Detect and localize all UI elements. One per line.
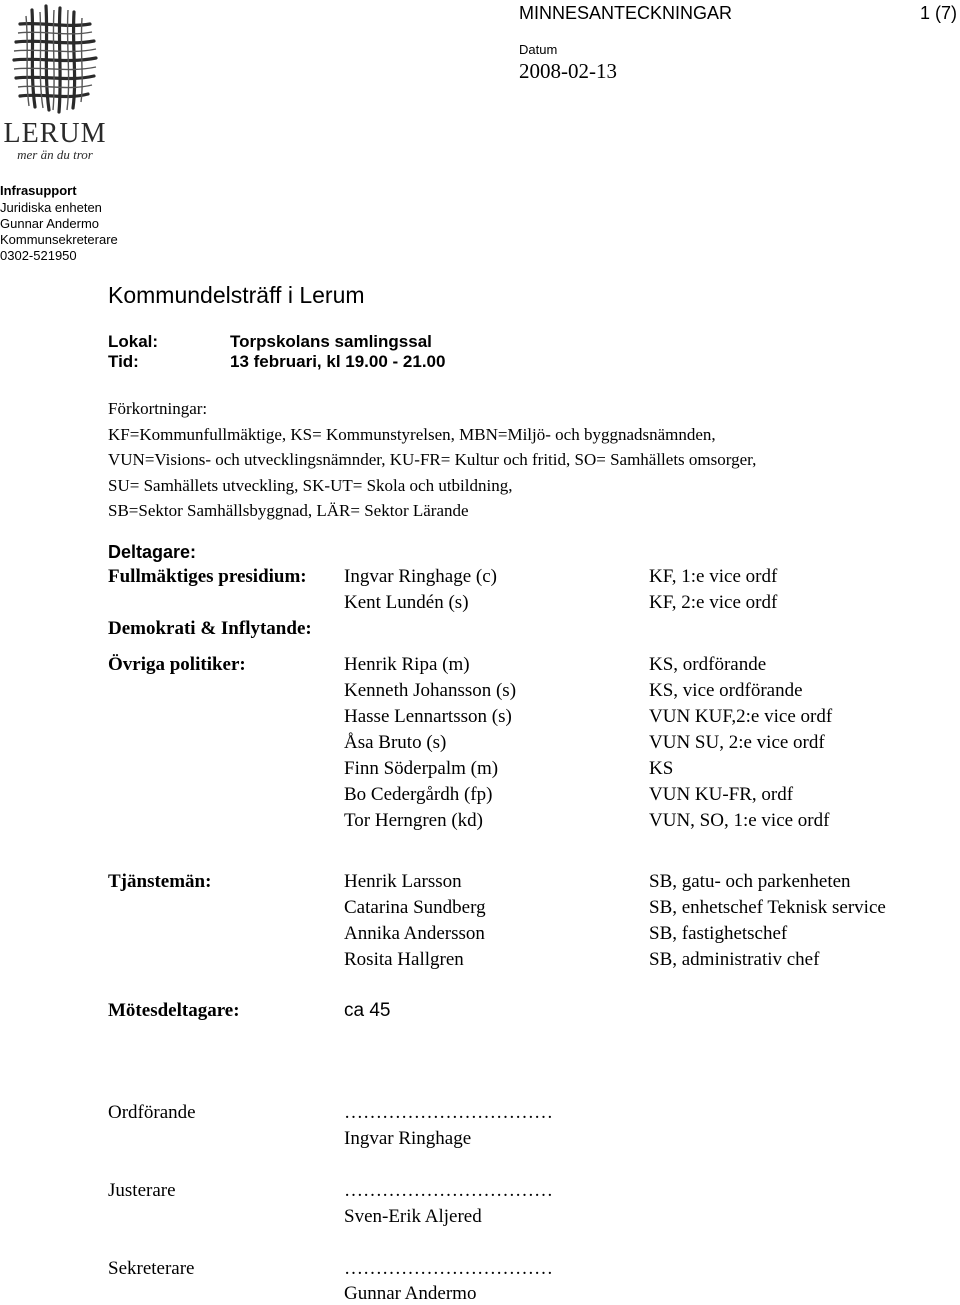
document-type: MINNESANTECKNINGAR (519, 3, 733, 23)
signature-line: …………………………… (344, 1102, 553, 1123)
page-number: 1 (7) (920, 3, 958, 23)
lerum-logo (2, 2, 108, 162)
participant-role: KF, 2:e vice ordf (649, 592, 778, 613)
woven-grid-emblem (2, 2, 108, 162)
participant-role: KS, vice ordförande (649, 680, 803, 701)
time-value: 13 februari, kl 19.00 - 21.00 (230, 352, 446, 371)
participant-name: Tor Herngren (kd) (344, 810, 484, 831)
abbreviations-line: SU= Samhällets utveckling, SK-UT= Skola och utbildning, (108, 475, 513, 495)
participant-role: SB, enhetschef Teknisk service (649, 897, 886, 918)
sender-department: Infrasupport (0, 183, 77, 198)
attendees-value: ca 45 (344, 1000, 391, 1021)
abbreviations-line: VUN=Visions- och utvecklingsnämnder, KU-FR= Kultur och fritid, SO= Samhällets omsorger, (108, 450, 757, 470)
presidium-label: Fullmäktiges presidium: (108, 566, 307, 587)
participant-name: Rosita Hallgren (344, 949, 464, 970)
sender-phone: 0302-521950 (0, 248, 77, 263)
abbreviations-block (108, 396, 756, 524)
sender-unit: Juridiska enheten (0, 200, 102, 215)
sender-role: Kommunsekreterare (0, 232, 118, 247)
participant-role: VUN, SO, 1:e vice ordf (649, 810, 830, 831)
participant-name: Henrik Larsson (344, 871, 462, 892)
signature-line: …………………………… (344, 1258, 553, 1279)
signature-label: Justerare (108, 1180, 176, 1201)
participant-name: Bo Cedergårdh (fp) (344, 784, 493, 805)
participants-heading: Deltagare: (108, 542, 197, 562)
logo-wordmark: LERUM (3, 118, 107, 149)
participant-role: VUN SU, 2:e vice ordf (649, 732, 825, 753)
democracy-label: Demokrati & Inflytande: (108, 618, 312, 639)
participant-role: KS, ordförande (649, 654, 767, 675)
participant-name: Kenneth Johansson (s) (344, 680, 517, 701)
participant-name: Catarina Sundberg (344, 897, 486, 918)
abbreviations-line: SB=Sektor Samhällsbyggnad, LÄR= Sektor Lärande (108, 501, 469, 521)
participant-role: VUN KUF,2:e vice ordf (649, 706, 833, 727)
officials-label: Tjänstemän: (108, 871, 212, 892)
participant-name: Kent Lundén (s) (344, 592, 469, 613)
participant-role: SB, gatu- och parkenheten (649, 871, 851, 892)
participant-name: Åsa Bruto (s) (344, 732, 447, 753)
signature-name: Ingvar Ringhage (344, 1128, 472, 1149)
participant-role: VUN KU-FR, ordf (649, 784, 794, 805)
logo-tagline: mer än du tror (17, 147, 93, 162)
participant-role: KF, 1:e vice ordf (649, 566, 778, 587)
signature-label: Ordförande (108, 1102, 196, 1123)
politicians-label: Övriga politiker: (108, 654, 246, 675)
participant-name: Finn Söderpalm (m) (344, 758, 499, 779)
signature-name: Sven-Erik Aljered (344, 1206, 482, 1227)
date-value: 2008-02-13 (519, 59, 617, 83)
attendees-label: Mötesdeltagare: (108, 1000, 240, 1021)
participant-role: KS (649, 758, 674, 779)
date-label: Datum (519, 42, 558, 57)
location-label: Lokal: (108, 332, 159, 351)
sender-name: Gunnar Andermo (0, 216, 100, 231)
participant-name: Henrik Ripa (m) (344, 654, 470, 675)
participant-name: Hasse Lennartsson (s) (344, 706, 512, 727)
signature-label: Sekreterare (108, 1258, 195, 1279)
signature-name: Gunnar Andermo (344, 1283, 477, 1304)
signature-line: …………………………… (344, 1180, 553, 1201)
page-title: Kommundelsträff i Lerum (108, 282, 365, 308)
abbreviations-line: KF=Kommunfullmäktige, KS= Kommunstyrelsen, MBN=Miljö- och byggnadsnämnden, (108, 424, 716, 444)
time-label: Tid: (108, 352, 139, 371)
participant-role: SB, administrativ chef (649, 949, 820, 970)
location-value: Torpskolans samlingssal (230, 332, 432, 351)
abbreviations-heading: Förkortningar: (108, 399, 208, 418)
participant-name: Annika Andersson (344, 923, 485, 944)
participant-name: Ingvar Ringhage (c) (344, 566, 497, 587)
participant-role: SB, fastighetschef (649, 923, 788, 944)
